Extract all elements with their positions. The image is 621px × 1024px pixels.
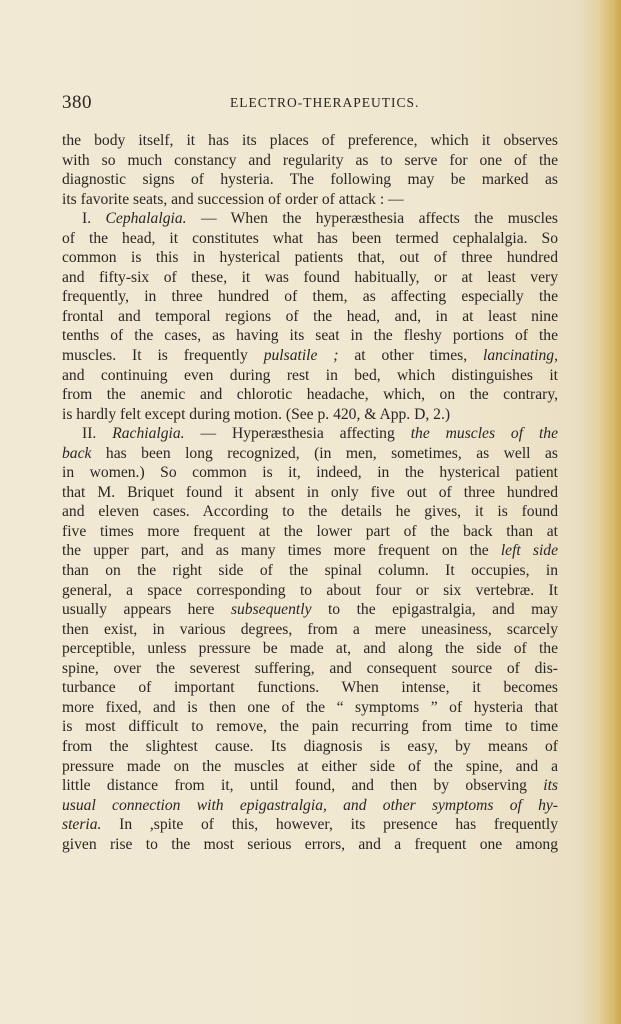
italic-text: Cephalalgia. (105, 210, 187, 228)
text-line (62, 620, 558, 640)
text-line (62, 581, 558, 601)
text-segment: usually appears here (62, 601, 231, 619)
text-line (62, 463, 558, 483)
text-segment: is most difficult to remove, the pain recurring from time to time (62, 718, 558, 736)
text-segment: little distance from it, until found, and then by observing (62, 777, 544, 795)
text-segment: muscles. It is frequently (62, 347, 264, 365)
text-segment: five times more frequent at the lower part of the back than at (62, 522, 558, 540)
text-segment: is hardly felt except during motion. (See p. 420, & App. D, 2.) (62, 405, 451, 423)
text-line (62, 307, 558, 327)
text-segment: common is this in hysterical patients that, out of three hundred (62, 249, 558, 267)
text-line (62, 229, 558, 249)
text-line (62, 346, 558, 366)
text-line (62, 405, 558, 425)
text-line (62, 444, 558, 464)
text-line (62, 131, 558, 151)
italic-text: the muscles of the (410, 425, 559, 443)
text-segment: and fifty-six of these, it was found habitually, or at least very (62, 268, 558, 286)
text-line (62, 502, 558, 522)
text-line (62, 385, 558, 405)
text-segment: that M. Briquet found it absent in only five out of three hundred (62, 483, 558, 501)
text-line (62, 170, 558, 190)
text-segment: tenths of the cases, as having its seat in the fleshy portions of the (62, 327, 558, 345)
italic-text: Rachialgia. (112, 425, 185, 443)
text-segment: frequently, in three hundred of them, as affecting especially the (62, 288, 558, 306)
text-segment: spine, over the severest suffering, and consequent source of dis- (62, 659, 558, 677)
page-number: 380 (62, 92, 92, 113)
italic-text: subsequently (230, 601, 312, 619)
body-text (62, 131, 558, 854)
text-line (62, 190, 558, 210)
text-line (62, 209, 558, 229)
italic-text: steria. (62, 816, 102, 834)
text-line (62, 248, 558, 268)
text-line (62, 600, 558, 620)
text-segment: — Hyperæsthesia affecting (184, 425, 411, 443)
text-line (62, 835, 558, 855)
text-segment: the body itself, it has its places of preference, which it observes (62, 132, 558, 149)
text-line (62, 698, 558, 718)
italic-text: lancinating, (483, 347, 558, 365)
text-segment: given rise to the most serious errors, and a frequent one among (62, 835, 558, 853)
text-segment: pressure made on the muscles at either side of the spine, and a (62, 757, 558, 775)
text-line (62, 639, 558, 659)
italic-text: its (543, 777, 558, 795)
italic-text: pulsatile ; (263, 347, 339, 365)
text-segment: more fixed, and is then one of the “ symptoms ” of hysteria that (62, 698, 558, 716)
text-segment: II. (82, 425, 113, 443)
text-line (62, 815, 558, 835)
text-segment: of the head, it constitutes what has been termed cephalalgia. So (62, 229, 558, 247)
running-head (62, 92, 602, 112)
text-segment: from the anemic and chlorotic headache, which, on the contrary, (62, 386, 558, 404)
text-line (62, 796, 558, 816)
text-segment: at other times, (338, 347, 484, 365)
text-line (62, 757, 558, 777)
text-segment: with so much constancy and regularity as to serve for one of the (62, 151, 558, 169)
text-line (62, 366, 558, 386)
text-segment: in women.) So common is it, indeed, in the hysterical patient (62, 464, 558, 482)
text-segment: perceptible, unless pressure be made at, and along the side of the (62, 640, 558, 658)
text-segment: and eleven cases. According to the details he gives, it is found (62, 503, 558, 521)
page-edge-shadow (599, 0, 621, 1024)
text-segment: I. (82, 210, 106, 228)
italic-text: left side (500, 542, 559, 560)
text-segment: has been long recognized, (in men, sometimes, as well as (91, 444, 558, 462)
text-line (62, 541, 558, 561)
text-line (62, 561, 558, 581)
text-line (62, 424, 558, 444)
running-title: ELECTRO-THERAPEUTICS. (230, 95, 420, 110)
text-segment: turbance of important functions. When intense, it becomes (62, 679, 558, 697)
text-line (62, 326, 558, 346)
text-segment: diagnostic signs of hysteria. The following may be marked as (62, 171, 558, 189)
text-line (62, 776, 558, 796)
text-segment: frontal and temporal regions of the head, and, in at least nine (62, 307, 558, 325)
text-line (62, 678, 558, 698)
text-segment: and continuing even during rest in bed, which distinguishes it (62, 366, 558, 384)
text-segment: In ,spite of this, however, its presence has frequently (101, 816, 558, 834)
text-line (62, 659, 558, 679)
text-segment: than on the right side of the spinal column. It occupies, in (62, 562, 558, 580)
text-segment: the upper part, and as many times more frequent on the (62, 542, 501, 560)
italic-text: usual connection with epigastralgia, and other symptoms of hy- (62, 796, 558, 814)
text-line (62, 151, 558, 171)
text-segment: its favorite seats, and succession of order of attack : — (62, 190, 404, 208)
text-segment: to the epigastralgia, and may (311, 601, 558, 619)
text-line (62, 483, 558, 503)
italic-text: back (62, 444, 92, 462)
text-segment: from the slightest cause. Its diagnosis is easy, by means of (62, 737, 558, 755)
text-line (62, 717, 558, 737)
text-segment: general, a space corresponding to about four or six vertebræ. It (62, 581, 558, 599)
text-line (62, 287, 558, 307)
text-line (62, 737, 558, 757)
text-segment: then exist, in various degrees, from a mere uneasiness, scarcely (62, 620, 558, 638)
text-segment: — When the hyperæsthesia affects the muscles (186, 210, 558, 228)
text-line (62, 522, 558, 542)
text-line (62, 268, 558, 288)
